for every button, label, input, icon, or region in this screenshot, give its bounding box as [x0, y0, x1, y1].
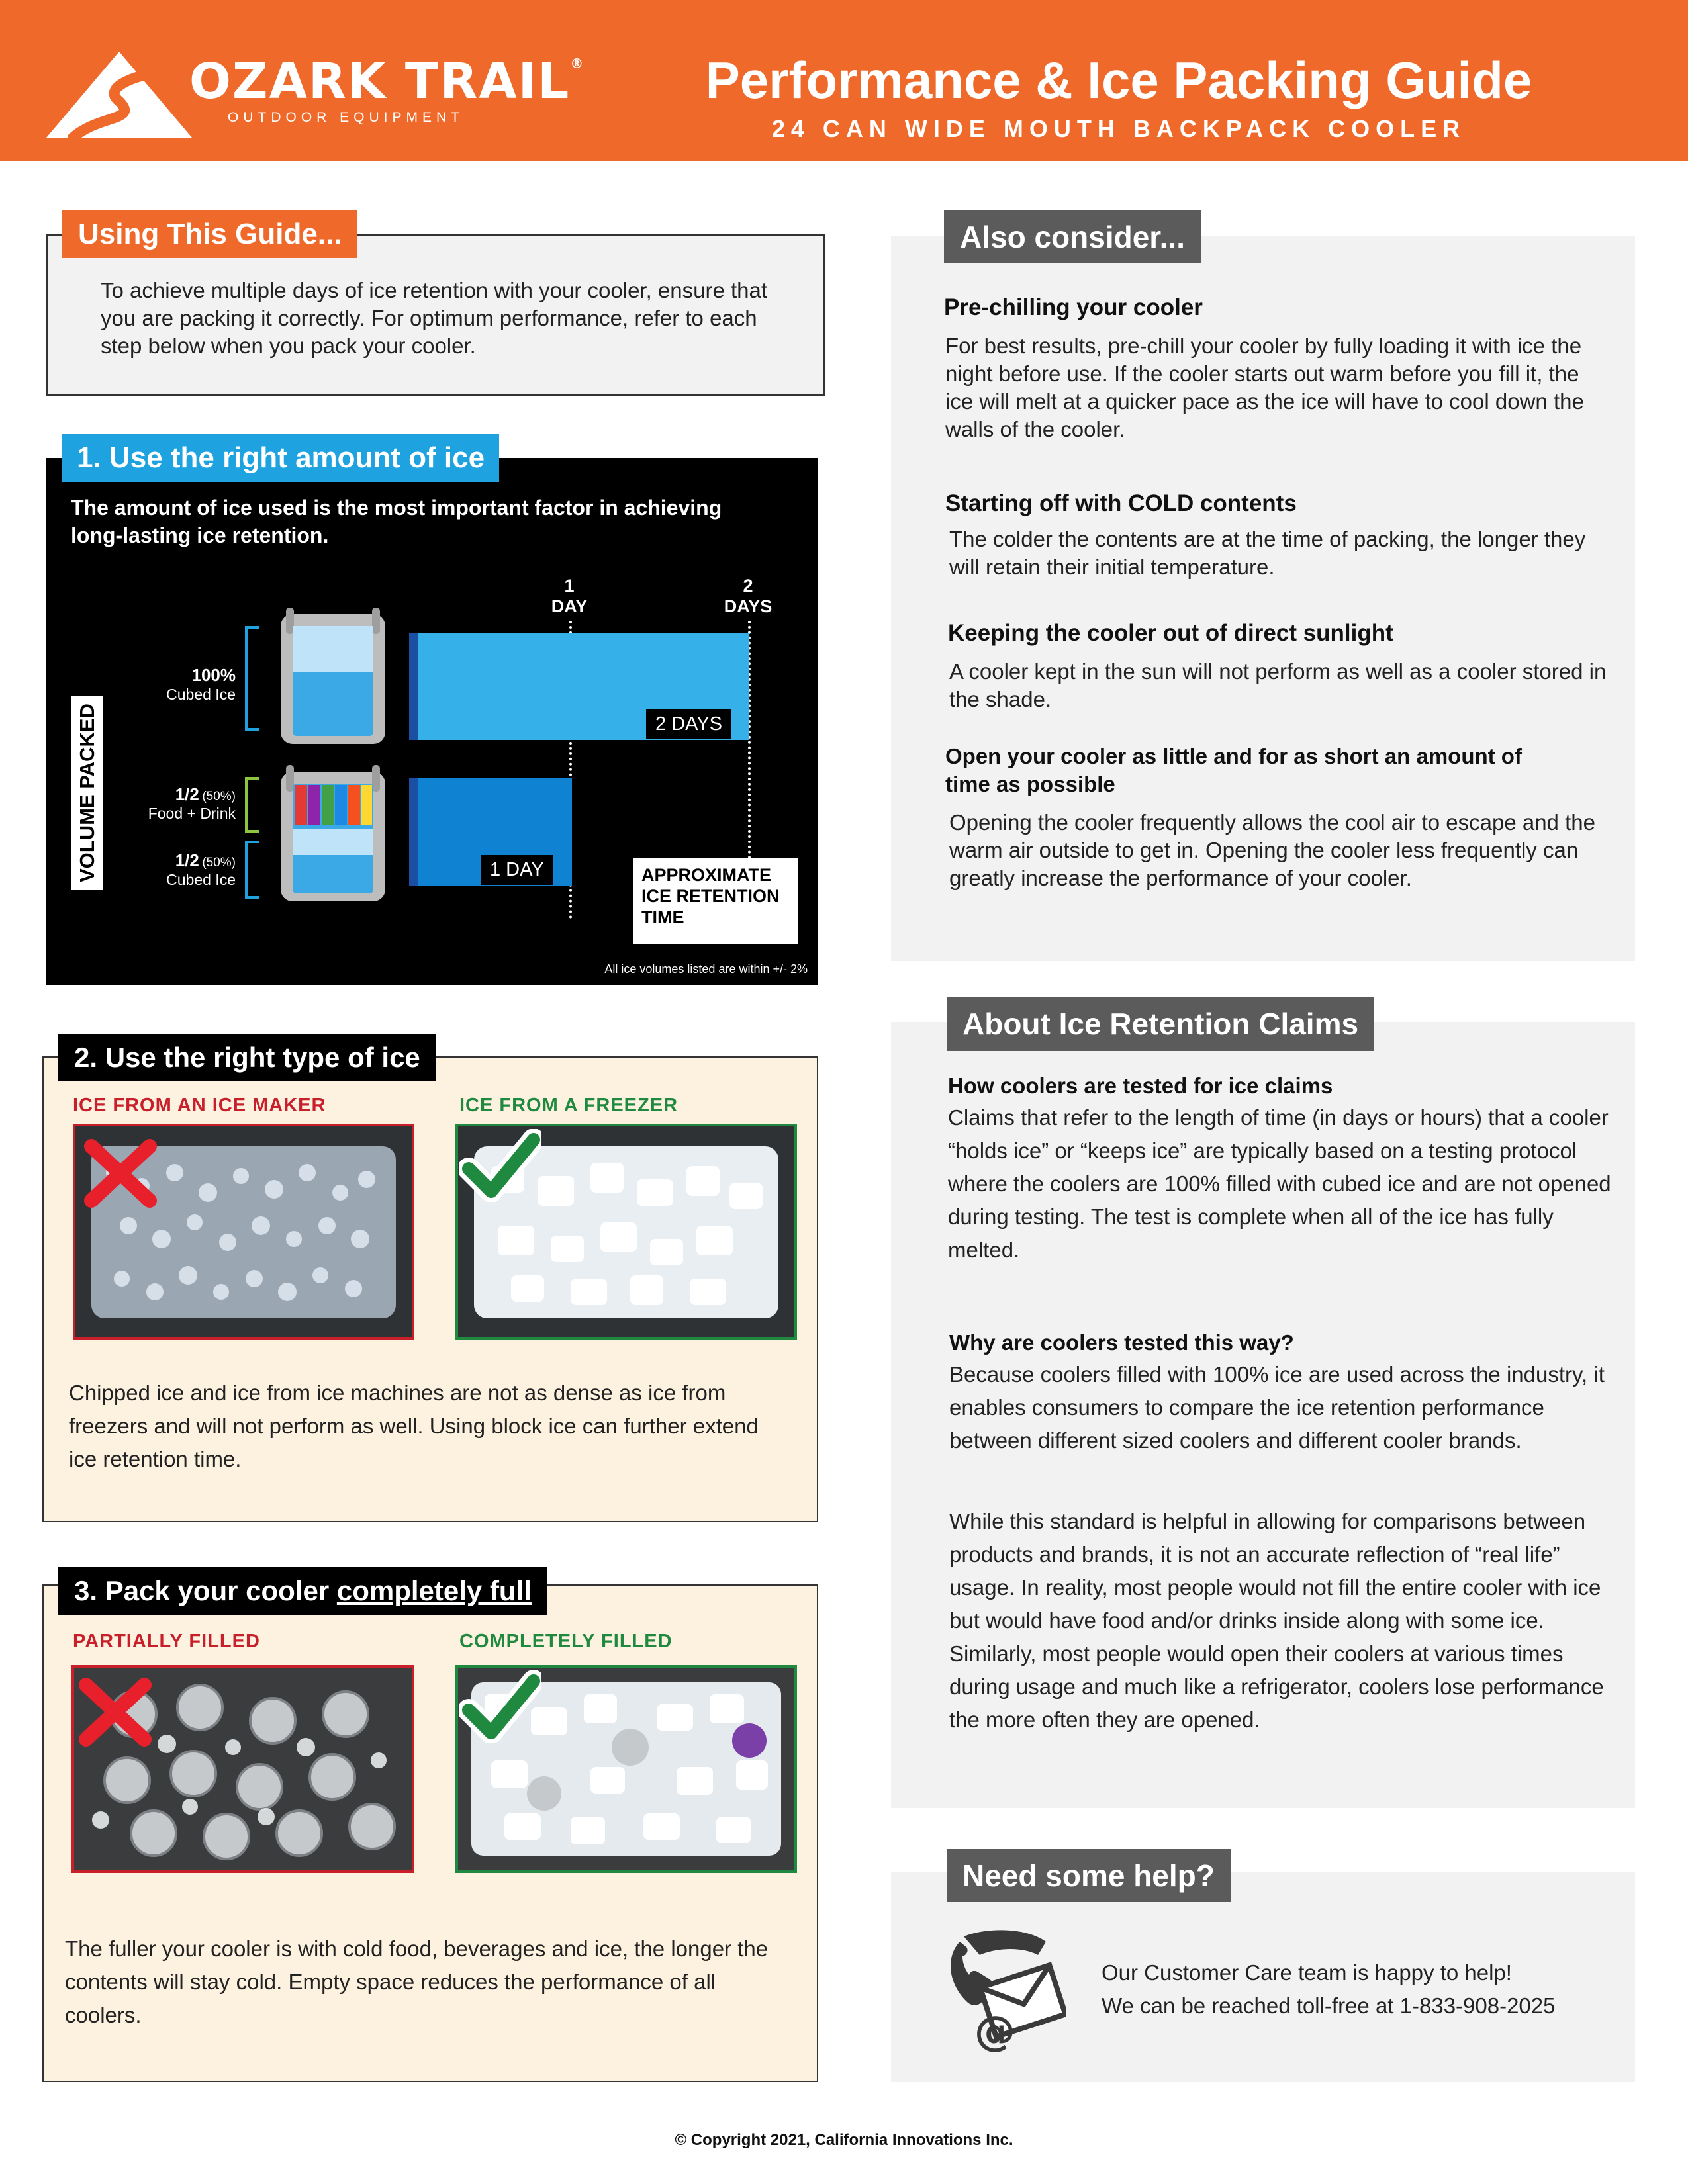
- x-mark-icon: [77, 1676, 154, 1749]
- claims-q1: How coolers are tested for ice claims: [948, 1073, 1333, 1098]
- help-title: Need some help?: [947, 1849, 1231, 1902]
- ice-maker-label: ICE FROM AN ICE MAKER: [73, 1095, 326, 1116]
- row2-ice-bracket: [245, 841, 259, 899]
- section3-text: The fuller your cooler is with cold food, beverages and ice, the longer the contents will stay cold. Empty space reduces the performance of all coolers.: [65, 1936, 769, 2027]
- x-mark-icon: [82, 1137, 159, 1210]
- completely-filled-label: COMPLETELY FILLED: [459, 1631, 673, 1652]
- phone-mail-icon: [940, 1929, 1066, 2052]
- consider-text-open: Opening the cooler frequently allows the cool air to escape and the warm air outside to get in. Opening the cooler less frequently can greatly increase the performance of your cooler.: [949, 810, 1595, 890]
- retention-time-label: APPROXIMATE ICE RETENTION TIME: [633, 858, 798, 944]
- consider-heading-sunlight: Keeping the cooler out of direct sunlight: [948, 620, 1393, 646]
- claims-a1: Claims that refer to the length of time (in days or hours) that a cooler “holds ice” or “keeps ice” are typically based on a testing protocol where the coolers are 100% filled with cubed ice and are not opened during testing. The test is complete when all of the ice has fully melted.: [948, 1105, 1611, 1262]
- document-subtitle: 24 CAN WIDE MOUTH BACKPACK COOLER: [771, 115, 1466, 142]
- row2-food-label: 1/2 (50%) Food + Drink: [148, 784, 236, 822]
- row2-ice-label: 1/2 (50%) Cubed Ice: [166, 850, 236, 888]
- consider-title: Also consider...: [944, 210, 1201, 263]
- row1-bracket: [245, 626, 259, 731]
- check-mark-icon: [459, 1129, 541, 1202]
- claims-a2: Because coolers filled with 100% ice are used across the industry, it enables consumers to compare the ice retention performance between different sized coolers and different cooler brands.: [949, 1362, 1605, 1453]
- claims-q2: Why are coolers tested this way?: [949, 1330, 1294, 1355]
- brand-name: OZARK TRAIL®: [189, 53, 585, 110]
- consider-heading-cold: Starting off with COLD contents: [945, 490, 1297, 516]
- consider-heading-prechill: Pre-chilling your cooler: [944, 295, 1203, 320]
- day-marker-2: 2 DAYS: [724, 576, 773, 616]
- section1-intro: The amount of ice used is the most important factor in achieving long-lasting ice retention.: [71, 496, 722, 547]
- consider-text-prechill: For best results, pre-chill your cooler by fully loading it with ice the night before use. If the cooler starts out warm before you fill it, the ice will melt at a quicker pace as the ice will have to cool down the walls of the cooler.: [945, 334, 1584, 441]
- consider-text-cold: The colder the contents are at the time of packing, the longer they will retain their initial temperature.: [949, 527, 1586, 579]
- partially-filled-label: PARTIALLY FILLED: [73, 1631, 260, 1652]
- section1-note: All ice volumes listed are within +/- 2%: [604, 962, 808, 976]
- guide-title: Using This Guide...: [62, 210, 357, 258]
- mountain-logo-icon: [46, 52, 192, 138]
- cooler-half-ice-icon: [278, 765, 388, 904]
- bar-label-1-day: 1 DAY: [481, 855, 553, 885]
- section1-title: 1. Use the right amount of ice: [62, 434, 499, 482]
- volume-packed-axis-label: VOLUME PACKED: [71, 696, 103, 890]
- check-mark-icon: [459, 1670, 541, 1743]
- claims-title: About Ice Retention Claims: [947, 997, 1374, 1051]
- svg-text:@: @: [974, 2007, 1015, 2052]
- cooler-full-ice-icon: [278, 608, 388, 747]
- brand-tagline: OUTDOOR EQUIPMENT: [228, 110, 465, 125]
- consider-heading-open: Open your cooler as little and for as short an amount of time as possible: [945, 744, 1522, 796]
- day-marker-1: 1 DAY: [551, 576, 588, 616]
- help-text: Our Customer Care team is happy to help! We can be reached toll-free at 1-833-908-2025: [1102, 1960, 1556, 2018]
- document-title: Performance & Ice Packing Guide: [705, 51, 1532, 109]
- row1-label: 100% Cubed Ice: [166, 665, 236, 703]
- claims-a3: While this standard is helpful in allowing for comparisons between products and brands, it is not an accurate reflection of “real life” usage. In reality, most people would not fill the entire cooler with ice but would have food and/or drinks inside along with some ice. Similarly, most people would open their coolers at various times during usage and much like a refrigerator, coolers lose performance the more often they are opened.: [949, 1509, 1604, 1732]
- section3-title: 3. Pack your cooler completely full: [58, 1567, 547, 1615]
- guide-text: To achieve multiple days of ice retention with your cooler, ensure that you are packing it correctly. For optimum performance, refer to each step below when you pack your cooler.: [101, 278, 768, 358]
- section2-text: Chipped ice and ice from ice machines are not as dense as ice from freezers and will not perform as well. Using block ice can further extend ice retention time.: [69, 1381, 759, 1471]
- bar-label-2-days: 2 DAYS: [646, 709, 731, 739]
- consider-text-sunlight: A cooler kept in the sun will not perform as well as a cooler stored in the shade.: [949, 659, 1607, 711]
- section2-title: 2. Use the right type of ice: [58, 1034, 436, 1081]
- row2-food-bracket: [245, 777, 259, 833]
- copyright-footer: © Copyright 2021, California Innovations Inc.: [675, 2131, 1013, 2149]
- freezer-label: ICE FROM A FREEZER: [459, 1095, 679, 1116]
